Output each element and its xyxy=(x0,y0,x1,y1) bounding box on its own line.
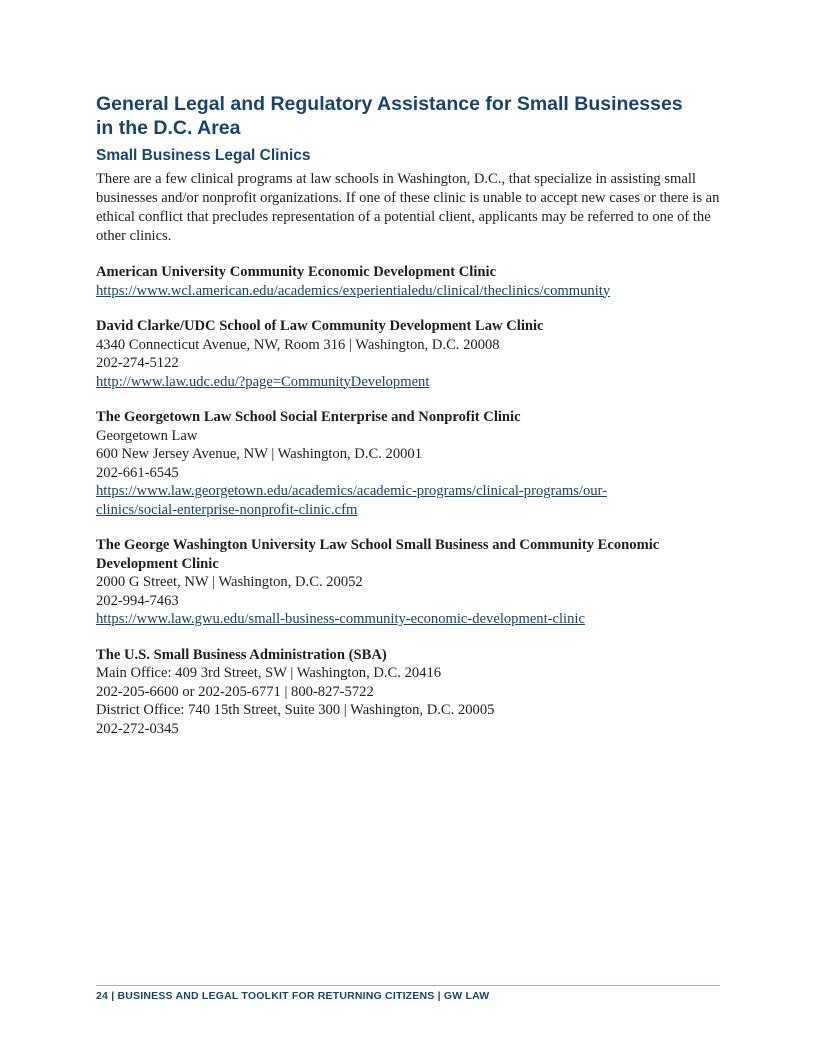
clinic-link-line1[interactable]: https://www.law.georgetown.edu/academics/academic-programs/clinical-programs/our- xyxy=(96,483,607,499)
sba-district-phone: 202-272-0345 xyxy=(96,720,179,737)
clinic-link[interactable] xyxy=(96,482,720,519)
page-content xyxy=(96,92,720,755)
page-footer: 24 | BUSINESS AND LEGAL TOOLKIT FOR RETURNING CITIZENS | GW LAW xyxy=(96,990,490,1002)
clinic-address: 2000 G Street, NW | Washington, D.C. 20052 xyxy=(96,574,363,590)
clinic-entry-georgetown xyxy=(96,408,720,519)
sba-district-office: District Office: 740 15th Street, Suite 300 | Washington, D.C. 20005 xyxy=(96,702,495,718)
sba-phones: 202-205-6600 or 202-205-6771 | 800-827-5722 xyxy=(96,683,374,700)
clinic-org: Georgetown Law xyxy=(96,427,198,444)
clinic-name: The U.S. Small Business Administration (SBA) xyxy=(96,646,387,663)
clinic-link[interactable]: https://www.law.gwu.edu/small-business-community-economic-development-clinic xyxy=(96,611,585,627)
section-subtitle: Small Business Legal Clinics xyxy=(96,147,311,164)
clinic-address: 600 New Jersey Avenue, NW | Washington, D.C. 20001 xyxy=(96,446,423,462)
clinic-name-line1: The George Washington University Law School Small Business and Community Economic xyxy=(96,537,660,553)
clinic-phone: 202-994-7463 xyxy=(96,592,179,609)
clinic-address: 4340 Connecticut Avenue, NW, Room 316 | Washington, D.C. 20008 xyxy=(96,336,500,353)
clinic-name-line2: Development Clinic xyxy=(96,555,219,572)
intro-paragraph: There are a few clinical programs at law schools in Washington, D.C., that specialize in assisting small businesses and/or nonprofit organizations. If one of these clinic is unable to accept new cases or there is an ethical conflict that precludes representation of a potential client, applicants may be referred to one of the other clinics. xyxy=(96,171,720,244)
clinic-phone: 202-274-5122 xyxy=(96,355,179,371)
clinic-entry-gwu xyxy=(96,536,720,629)
footer-divider xyxy=(96,985,720,986)
page-title-line1: General Legal and Regulatory Assistance for Small Businesses xyxy=(96,93,683,115)
clinic-entry-american xyxy=(96,263,720,300)
page-title xyxy=(96,92,720,140)
clinic-link-line2[interactable]: clinics/social-enterprise-nonprofit-clinic.cfm xyxy=(96,501,358,518)
clinic-entry-udc xyxy=(96,317,720,391)
clinic-phone: 202-661-6545 xyxy=(96,464,179,481)
clinic-link[interactable]: https://www.wcl.american.edu/academics/experientialedu/clinical/theclinics/community xyxy=(96,282,611,299)
clinic-name: David Clarke/UDC School of Law Community Development Law Clinic xyxy=(96,318,544,334)
clinic-name: The Georgetown Law School Social Enterprise and Nonprofit Clinic xyxy=(96,409,521,425)
clinic-name: American University Community Economic Development Clinic xyxy=(96,264,497,280)
clinic-entry-sba xyxy=(96,646,720,739)
page-title-line2: in the D.C. Area xyxy=(96,117,241,139)
clinic-link[interactable]: http://www.law.udc.edu/?page=CommunityDevelopment xyxy=(96,373,430,390)
sba-main-office: Main Office: 409 3rd Street, SW | Washington, D.C. 20416 xyxy=(96,665,442,681)
